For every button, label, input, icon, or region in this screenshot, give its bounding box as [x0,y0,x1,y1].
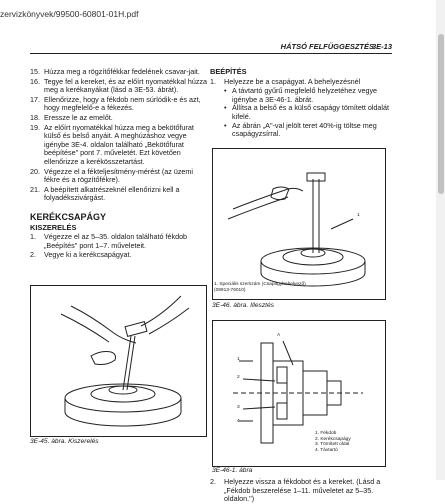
scrollbar-thumb[interactable] [438,34,444,194]
step-21: 21. A beépített alkatrészeknél ellenőrizni kell a folyadékszivárgást. [30,184,180,203]
step-17: 17. Ellenőrizze, hogy a fékdob nem súrlódik-e és azt, hogy megfelelő-e a fékezés. [30,94,201,113]
legend-item: 2. Kerékcsapágy [315,436,351,442]
removal-step-1: 1. Végezze el az 5–35. oldalon található fékdob „Beépítés" pont 1–7. műveleteit. [30,232,188,250]
vertical-scrollbar[interactable] [436,0,445,480]
install-bullet: • A távtartó gyűrű megfelelő helyzetéhez vegye igénybe a 3E-46-1. ábrát. [224,86,378,104]
install-step-2: 2. Helyezze vissza a fékdobot és a kereket. (Lásd a „Fékdob beszerelése 1–11. műveletet az 5–35. oldalon.") [210,477,381,504]
figure-3e-46-caption: 3E-46. ábra. Illesztés [212,302,274,309]
figure-3e-46-1-label-2: 2 [237,375,240,380]
step-16: 16. Tegye fel a kereket, és az előírt nyomatékkal húzza meg a kerékanyákat (lásd a 3E-53. ábrát). [30,76,207,95]
page-number: 3E-13 [371,42,392,51]
right-column [210,68,390,139]
figure-3e-46-1-label-1: 1 [237,357,240,362]
install-bullet: • Az ábrán „A"-val jelölt teret 40%-ig töltse meg csapágyzsírral. [224,120,377,139]
legend-item: 3. Tömített oldal [315,442,350,448]
figure-3e-46-1-caption: 3E-46-1. ábra [212,467,253,474]
step-19: 19. Az előírt nyomatékkal húzza meg a bekötőfurat külső és belső anyáit. A meghúzáshoz vegye igénybe 3E-4. oldalon található „Bekötőfurat beépítése" pont 7. műveletét. Ezt követően ellenőrizze a kerékösszetartást. [30,122,194,166]
figure-3e-46-note: 1. Speciális szerszám (Csapágybehelyező) (09913-76010) [214,282,306,293]
install-step-1: 1. Helyezze be a csapágyat. A behelyezésnél [210,76,361,86]
removal-illustration [31,286,206,436]
install-bullet: • Állítsa a belső és a külső csapágy tömített oldalát kifelé. [224,103,390,121]
figure-3e-46-1-legend [315,431,383,453]
install-illustration [213,149,385,299]
browser-tab-bar [0,0,445,31]
section-title: KERÉKCSAPÁGY [30,211,107,222]
page-header-title: HÁTSÓ FELFÜGGESZTÉS [280,42,374,51]
figure-3e-46-1-label-4: 4 [237,419,240,424]
tab-title[interactable]: zervizkönyvek/99500-60801-01H.pdf [0,9,139,19]
left-column [30,68,208,261]
step-18: 18. Eressze le az emelőt. [30,112,113,122]
legend-item: 1. Fékdob [315,431,337,436]
install-title: BEÉPÍTÉS [210,67,247,76]
figure-3e-46 [212,148,386,300]
header-rule [30,53,392,54]
figure-3e-45-caption: 3E-45. ábra. Kiszerelés [30,438,99,445]
removal-title: KISZERELÉS [30,222,77,232]
step-15: 15. Húzza meg a rögzítőfékkar fedelének csavar-jait. [30,67,200,76]
figure-3e-46-1 [212,320,386,467]
figure-3e-45 [30,285,207,437]
step-20: 20. Végezze el a fékteljesítmény-mérést (az üzemi fékre és a rögzítőfékre). [30,166,194,185]
figure-3e-46-1-label-A: A [277,333,281,338]
figure-3e-46-label-1: 1 [357,213,360,218]
removal-step-2: 2. Vegye ki a kerékcsapágyat. [30,250,132,260]
figure-3e-46-1-label-3: 3 [237,405,240,410]
pdf-page [0,30,436,504]
legend-item: 4. Távtartó [315,447,338,453]
